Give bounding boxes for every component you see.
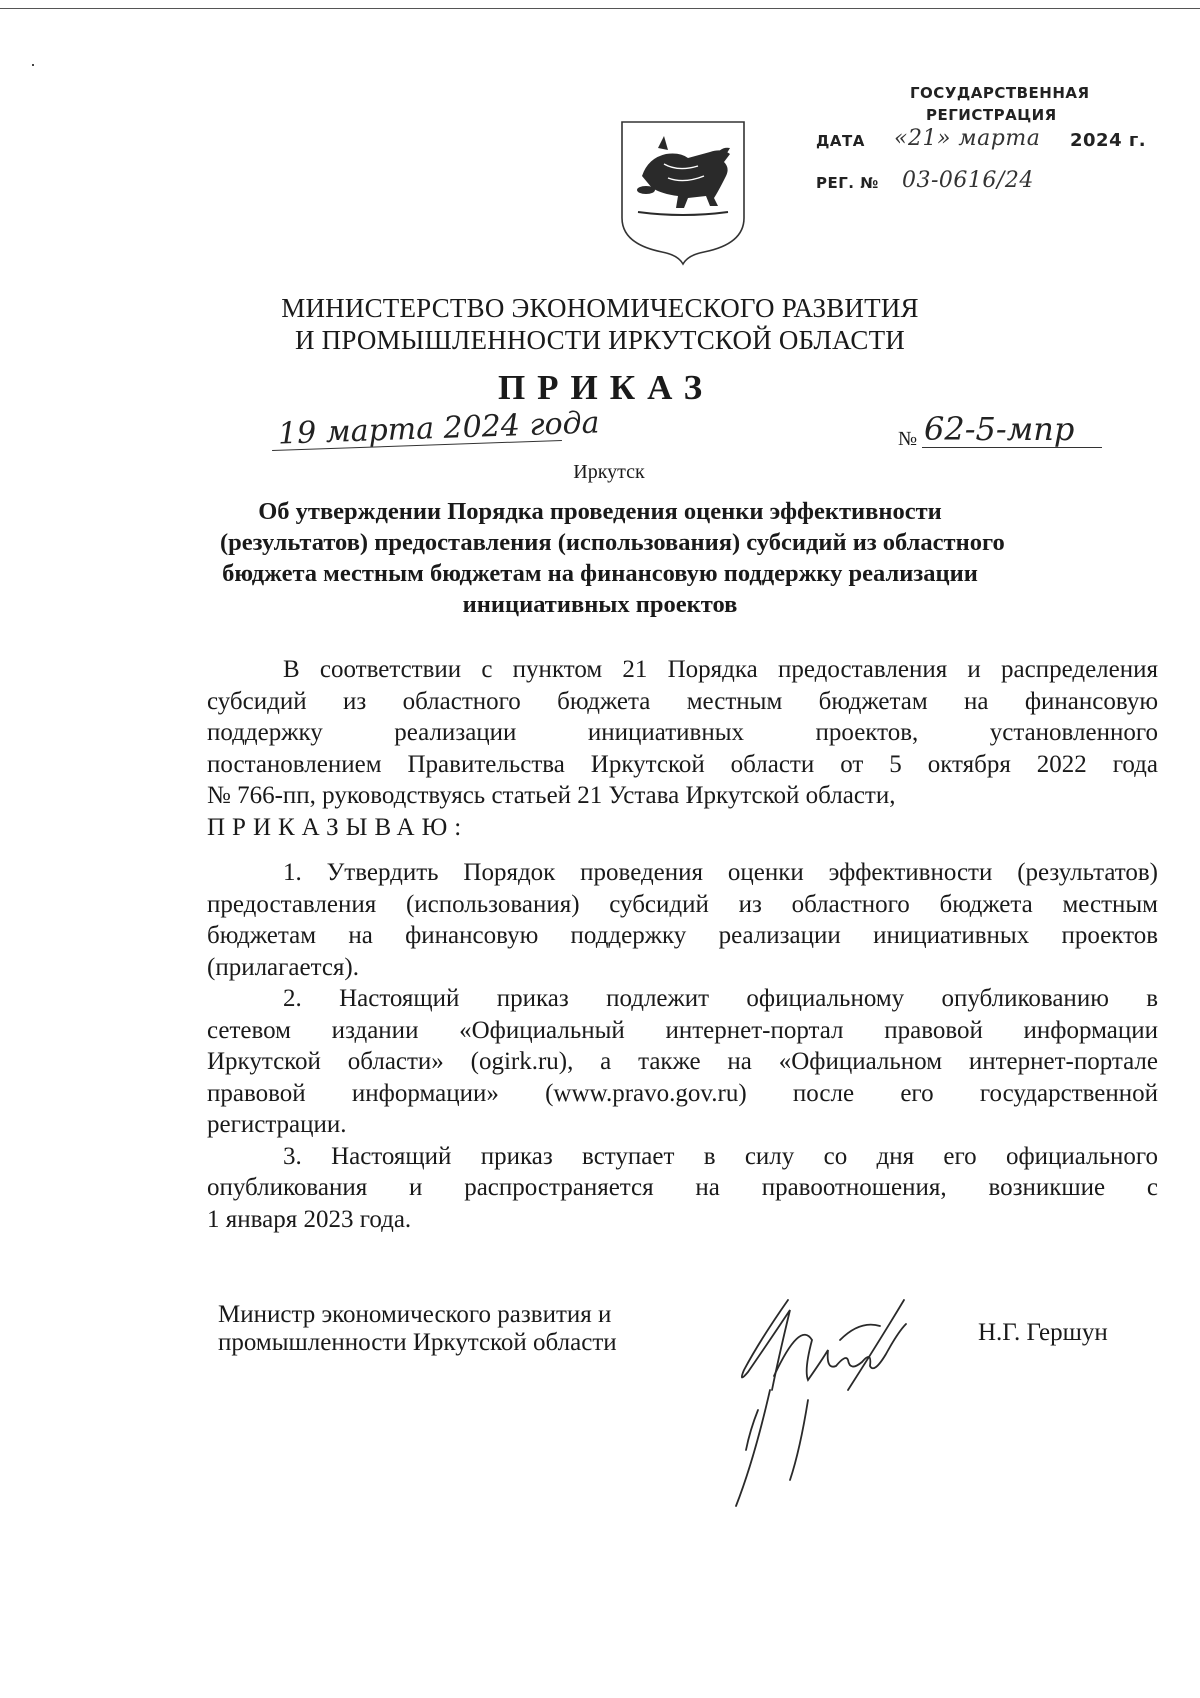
- stamp-year: 2024 г.: [1070, 130, 1147, 151]
- order-number-handwritten: 62-5-мпр: [924, 410, 1075, 448]
- signatory-name: Н.Г. Гершун: [978, 1319, 1108, 1346]
- order-number-label: №: [898, 428, 918, 450]
- stamp-date-label: ДАТА: [816, 132, 865, 150]
- item-1-line: 1. Утвердить Порядок проведения оценки эффективности (результатов): [283, 859, 1158, 886]
- ministry-header: [0, 292, 1200, 356]
- title-line: инициативных проектов: [462, 591, 738, 618]
- order-title: [220, 496, 1005, 620]
- item-3-line: 1 января 2023 года.: [207, 1205, 412, 1233]
- position-line-1: Министр экономического развития и: [218, 1301, 612, 1328]
- prikazyvayu-heading: ПРИКАЗЫВАЮ:: [207, 813, 469, 841]
- item-2-line: регистрации.: [207, 1111, 347, 1138]
- body-line: постановлением Правительства Иркутской области от 5 октября 2022 года: [207, 750, 1158, 778]
- stamp-line-2: РЕГИСТРАЦИЯ: [926, 106, 1057, 124]
- body-line: субсидий из областного бюджета местным бюджетам на финансовую: [207, 687, 1158, 715]
- title-line: бюджета местным бюджетам на финансовую поддержку реализации: [222, 560, 978, 587]
- item-2-line: сетевом издании «Официальный интернет-портал правовой информации: [207, 1016, 1158, 1044]
- ministry-line-1: МИНИСТЕРСТВО ЭКОНОМИЧЕСКОГО РАЗВИТИЯ: [281, 293, 919, 323]
- title-line: (результатов) предоставления (использования) субсидий из областного: [220, 529, 1005, 556]
- irkutsk-coat-of-arms-icon: [618, 118, 748, 266]
- document-type-title: ПРИКАЗ: [497, 368, 715, 407]
- signatory-position: [218, 1301, 617, 1357]
- preamble: [207, 654, 1158, 843]
- item-3-line: опубликования и распространяется на правоотношения, возникшие с: [207, 1174, 1158, 1201]
- order-items: [207, 857, 1158, 1235]
- item-1-line: (прилагается).: [207, 953, 360, 981]
- scan-speck: [32, 64, 34, 66]
- scan-top-edge: [0, 8, 1200, 9]
- item-2-line: Иркутской области» (ogirk.ru), а также на «Официальном интернет-портале: [207, 1048, 1158, 1075]
- item-2-line: 2. Настоящий приказ подлежит официальному опубликованию в: [283, 985, 1158, 1012]
- stamp-reg-label: РЕГ. №: [816, 174, 879, 192]
- stamp-date-handwritten: «21» марта: [894, 126, 1041, 151]
- body-line: № 766-пп, руководствуясь статьей 21 Устава Иркутской области,: [207, 782, 896, 809]
- stamp-reg-number-handwritten: 03-0616/24: [902, 168, 1034, 193]
- stamp-line-1: ГОСУДАРСТВЕННАЯ: [910, 84, 1090, 102]
- item-3-line: 3. Настоящий приказ вступает в силу со дня его официального: [283, 1142, 1158, 1170]
- item-1-line: предоставления (использования) субсидий из областного бюджета местным: [207, 890, 1158, 918]
- title-line: Об утверждении Порядка проведения оценки эффективности: [258, 498, 942, 525]
- item-1-line: бюджетам на финансовую поддержку реализации инициативных проектов: [207, 922, 1158, 949]
- item-2-line: правовой информации» (www.pravo.gov.ru) после его государственной: [207, 1079, 1158, 1107]
- position-line-2: промышленности Иркутской области: [218, 1329, 617, 1356]
- body-line: В соответствии с пунктом 21 Порядка предоставления и распределения: [283, 656, 1158, 683]
- order-date-handwritten: 19 марта 2024 года: [277, 405, 601, 452]
- order-number-underline: [922, 447, 1102, 448]
- handwritten-signature: [730, 1280, 920, 1510]
- ministry-line-2: И ПРОМЫШЛЕННОСТИ ИРКУТСКОЙ ОБЛАСТИ: [294, 325, 906, 355]
- body-line: поддержку реализации инициативных проектов, установленного: [207, 719, 1158, 746]
- city: Иркутск: [573, 461, 645, 483]
